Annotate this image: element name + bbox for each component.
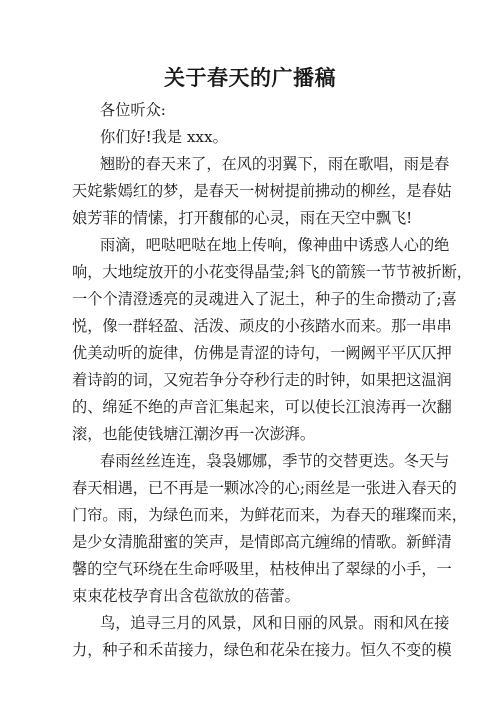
text-line: 束束花枝孕育出含苞欲放的蓓蕾。 [72,587,300,605]
text-line: 优美动听的旋律，仿佛是青涩的诗句，一阙阙平平仄仄押 [72,344,452,362]
text-line: 翘盼的春天来了，在风的羽翼下，雨在歌唱，雨是春 [100,155,450,173]
text-line: 滚，也能使钱塘江潮汐再一次澎湃。 [72,425,315,443]
text-line: 悦，像一群轻盈、活泼、顽皮的小孩踏水而来。那一串串 [72,317,452,335]
text-line: 一个个清澄透亮的灵魂进入了泥土，种子的生命攒动了;喜 [72,290,457,308]
text-line: 的、绵延不绝的声音汇集起来，可以使长江浪涛再一次翻 [72,398,452,416]
text-line: 你们好!我是 xxx。 [100,128,228,146]
text-line: 门帘。雨，为绿色而来，为鲜花而来，为春天的璀璨而来， [72,506,467,524]
text-line: 各位听众: [100,101,166,119]
text-line: 天姹紫嫣红的梦，是春天一树树提前拂动的柳丝，是春姑 [72,182,452,200]
text-line: 是少女清脆甜蜜的笑声，是情郎高亢缠绵的情歌。新鲜清 [72,533,452,551]
text-line: 春天相遇，已不再是一颗冰冷的心;雨丝是一张进入春天的 [72,479,457,497]
text-line: 鸟，追寻三月的风景，风和日丽的风景。雨和风在接 [100,614,450,632]
text-line: 响，大地绽放开的小花变得晶莹;斜飞的箭簇一节节被折断， [72,263,472,281]
text-line: 着诗韵的词，又宛若争分夺秒行走的时钟，如果把这温润 [72,371,452,389]
text-line: 娘芳菲的情愫，打开馥郁的心灵，雨在天空中飘飞! [72,209,413,227]
text-line: 力，种子和禾苗接力，绿色和花朵在接力。恒久不变的模 [72,641,452,659]
text-line: 馨的空气环绕在生命呼吸里，枯枝伸出了翠绿的小手，一 [72,560,452,578]
document-title: 关于春天的广播稿 [164,65,336,90]
text-line: 春雨丝丝连连，袅袅娜娜，季节的交替更迭。冬天与 [100,452,450,470]
text-line: 雨滴，吧哒吧哒在地上传响，像神曲中诱惑人心的绝 [100,236,450,254]
